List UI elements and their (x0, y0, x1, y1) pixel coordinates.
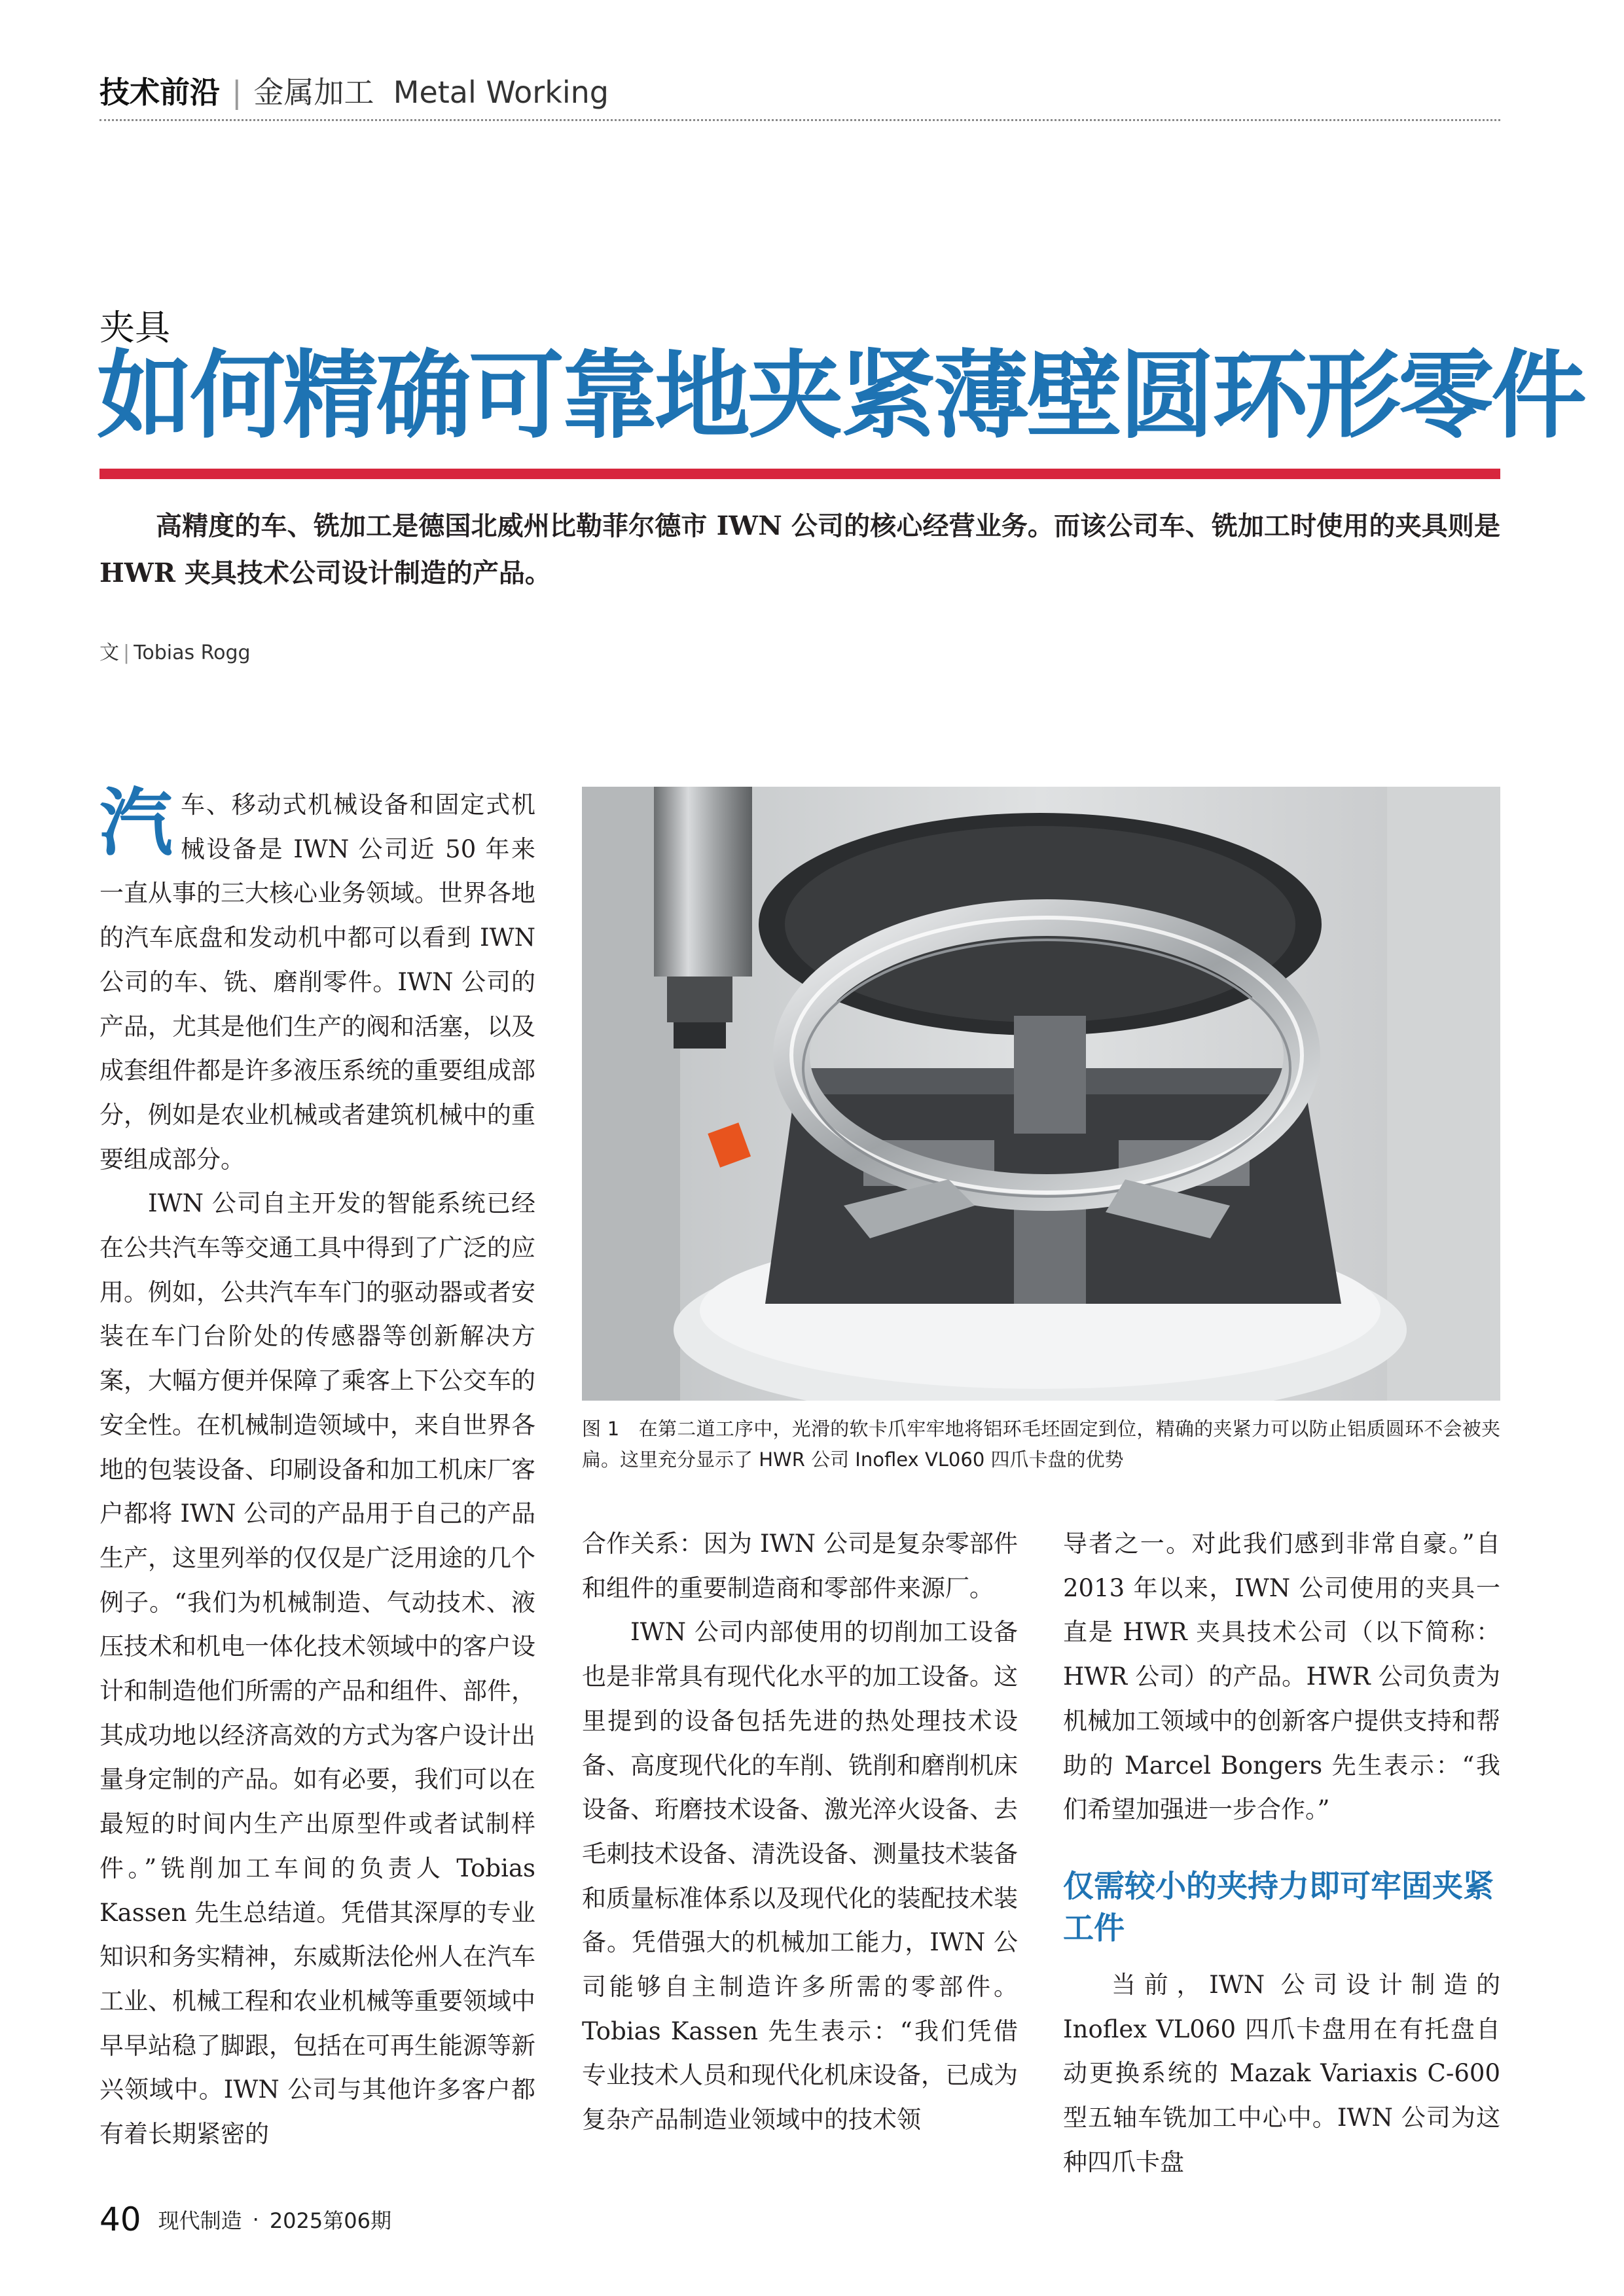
body-column-right (1063, 1522, 1500, 2184)
chuck-photo-illustration (582, 787, 1500, 1401)
article-lead: 高精度的车、铣加工是德国北威州比勒菲尔德市 IWN 公司的核心经营业务。而该公司车、铣加工时使用的夹具则是 HWR 夹具技术公司设计制造的产品。 (99, 511, 1500, 588)
paragraph-1 (99, 780, 535, 1181)
figure-photo (582, 787, 1500, 1401)
paragraph-1-text: 车、移动式机械设备和固定式机械设备是 IWN 公司近 50 年来一直从事的三大核心业务领域。世界各地的汽车底盘和发动机中都可以看到 IWN 公司的车、铣、磨削零件。IWN 公司的产品，尤其是他们生产的阀和活塞，以及成套组件都是许多液压系统的重要组成部分，例如是农业机械或者建筑机械中的重要组成部分。 (99, 791, 535, 1174)
page-number: 40 (99, 2200, 141, 2238)
byline-divider: | (123, 641, 130, 664)
article-title: 如何精确可靠地夹紧薄壁圆环形零件 (97, 340, 1584, 452)
header-divider: | (232, 75, 242, 110)
figure-caption: 图 1 在第二道工序中，光滑的软卡爪牢牢地将铝环毛坯固定到位，精确的夹紧力可以防止铝质圆环不会被夹扁。这里充分显示了 HWR 公司 Inoflex VL060 四爪卡盘的优势 (582, 1418, 1500, 1471)
magazine-name: 现代制造 (158, 2208, 242, 2233)
drop-cap: 汽 (99, 780, 173, 866)
paragraph-3: 合作关系：因为 IWN 公司是复杂零部件和组件的重要制造商和零部件来源厂。 (582, 1530, 1018, 1602)
paragraph-5: 导者之一。对此我们感到非常自豪。”自 2013 年以来，IWN 公司使用的夹具一直是 HWR 夹具技术公司（以下简称：HWR 公司）的产品。HWR 公司负责为机械加工领域中的创新客户提供支持和帮助的 Marcel Bongers 先生表示：“我们希望加强进一步合作。” (1063, 1530, 1500, 1824)
running-header (99, 65, 1500, 121)
paragraph-4: IWN 公司内部使用的切削加工设备也是非常具有现代化水平的加工设备。这里提到的设备包括先进的热处理技术设备、高度现代化的车削、铣削和磨削机床设备、珩磨技术设备、激光淬火设备、去毛刺技术设备、清洗设备、测量技术装备和质量标准体系以及现代化的装配技术装备。凭借强大的机械加工能力，IWN 公司能够自主制造许多所需的零部件。Tobias Kassen 先生表示：“我们凭借专业技术人员和现代化机床设备，已成为复杂产品制造业领域中的技术领 (582, 1618, 1018, 2134)
header-section-cn: 金属加工 (253, 75, 374, 110)
body-column-left (99, 780, 535, 2157)
paragraph-2: IWN 公司自主开发的智能系统已经在公共汽车等交通工具中得到了广泛的应用。例如，公共汽车车门的驱动器或者安装在车门台阶处的传感器等创新解决方案，大幅方便并保障了乘客上下公交车的安全性。在机械制造领域中，来自世界各地的包装设备、印刷设备和加工机床厂客户都将 IWN 公司的产品用于自己的产品生产，这里列举的仅仅是广泛用途的几个例子。“我们为机械制造、气动技术、液压技术和机电一体化技术领域中的客户设计和制造他们所需的产品和组件、部件，其成功地以经济高效的方式为客户设计出量身定制的产品。如有必要，我们可以在最短的时间内生产出原型件或者试制样件。”铣削加工车间的负责人 Tobias Kassen 先生总结道。凭借其深厚的专业知识和务实精神，东威斯法伦州人在汽车工业、机械工程和农业机械等重要领域中早早站稳了脚跟，包括在可再生能源等新兴领域中。IWN 公司与其他许多客户都有着长期紧密的 (99, 1189, 535, 2149)
footer-separator: · (252, 2207, 259, 2232)
header-section-en: Metal Working (393, 75, 609, 110)
byline (99, 636, 251, 665)
issue-number: 2025第06期 (269, 2208, 391, 2233)
byline-prefix: 文 (99, 641, 119, 664)
section-subhead: 仅需较小的夹持力即可牢固夹紧工件 (1063, 1868, 1494, 1946)
body-column-middle (582, 1522, 1018, 2142)
header-category: 技术前沿 (99, 75, 220, 110)
paragraph-6: 当前，IWN 公司设计制造的 Inoflex VL060 四爪卡盘用在有托盘自动更换系统的 Mazak Variaxis C-600 型五轴车铣加工中心中。IWN 公司为这种四爪卡盘 (1063, 1970, 1500, 2176)
page-footer (99, 2200, 391, 2238)
byline-author: Tobias Rogg (134, 641, 251, 664)
title-rule (99, 469, 1500, 479)
article-kicker: 夹具 (99, 307, 170, 348)
